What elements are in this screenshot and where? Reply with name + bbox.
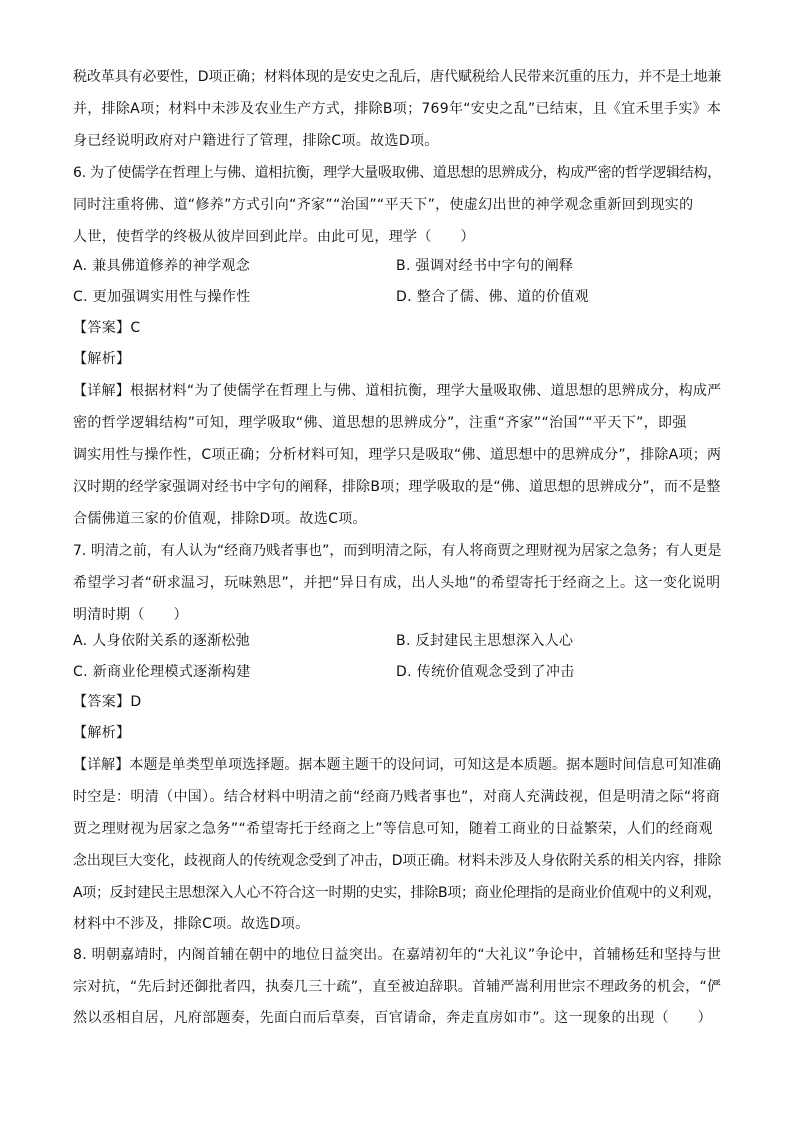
- text-line: 身已经说明政府对户籍进行了管理，排除C项。故选D项。: [73, 133, 439, 149]
- q7-option-a: A. 人身依附关系的逐渐松弛: [73, 633, 251, 649]
- q7-explanation: 时空是：明清（中国）。结合材料中明清之前“经商乃贱者事也”，对商人充满歧视，但是明清之际“将商: [73, 789, 721, 805]
- question-8-stem: 8. 明朝嘉靖时，内阁首辅在朝中的地位日益突出。在嘉靖初年的“大礼议”争论中，首辅杨廷和坚持与世: [73, 947, 722, 963]
- question-7-stem: 明清时期（ ）: [73, 607, 188, 623]
- q7-explanation: 【详解】本题是单类型单项选择题。据本题主题干的设问词，可知这是本质题。据本题时间信息可知准确: [73, 757, 722, 773]
- question-7-stem: 希望学习者“研求温习，玩味熟思”，并把“异日有成，出人头地”的希望寄托于经商之上。这一变化说明: [73, 575, 721, 591]
- q6-explanation: 【详解】根据材料“为了使儒学在哲理上与佛、道相抗衡，理学大量吸取佛、道思想的思辨成分，构成严: [73, 383, 722, 399]
- q7-answer: 【答案】D: [73, 694, 142, 710]
- question-6-stem: 人世，使哲学的终极从彼岸回到此岸。由此可见，理学（ ）: [73, 229, 475, 245]
- text-line: 税改革具有必要性，D项正确；材料体现的是安史之乱后，唐代赋税给人民带来沉重的压力，并不是土地兼: [73, 69, 722, 85]
- q7-option-c: C. 新商业伦理模式逐渐构建: [73, 664, 251, 680]
- q7-explanation: 贾之理财视为居家之急务”“希望寄托于经商之上”等信息可知，随着工商业的日益繁荣，人们的经商观: [73, 821, 713, 837]
- q6-explanation: 合儒佛道三家的价值观，排除D项。故选C项。: [73, 511, 367, 527]
- q6-explanation: 调实用性与操作性，C项正确；分析材料可知，理学只是吸取“佛、道思想中的思辨成分”，排除A项；两: [73, 447, 722, 463]
- q7-explanation: A项；反封建民主思想深入人心不符合这一时期的史实，排除B项；商业伦理指的是商业价值观中的义利观，: [73, 885, 721, 901]
- q6-answer: 【答案】C: [73, 320, 141, 336]
- q6-option-b: B. 强调对经书中字句的阐释: [396, 258, 574, 274]
- question-8-stem: 宗对抗，“先后封还御批者四，执奏几三十疏”，直至被迫辞职。首辅严嵩利用世宗不理政务的机会，“俨: [73, 979, 722, 995]
- question-6-stem: 6. 为了使儒学在哲理上与佛、道相抗衡，理学大量吸取佛、道思想的思辨成分，构成严密的哲学逻辑结构，: [73, 165, 721, 181]
- question-6-stem: 同时注重将佛、道“修养”方式引向“齐家”“治国”“平天下”，使虚幻出世的神学观念重新回到现实的: [73, 197, 694, 213]
- q7-analysis-heading: 【解析】: [73, 725, 131, 741]
- question-7-stem: 7. 明清之前，有人认为“经商乃贱者事也”，而到明清之际，有人将商贾之理财视为居家之急务；有人更是: [73, 543, 722, 559]
- q6-explanation: 密的哲学逻辑结构”可知，理学吸取“佛、道思想的思辨成分”，注重“齐家”“治国”“平天下”，即强: [73, 415, 687, 431]
- q6-option-a: A. 兼具佛道修养的神学观念: [73, 258, 251, 274]
- q6-option-c: C. 更加强调实用性与操作性: [73, 289, 251, 305]
- q7-explanation: 念出现巨大变化，歧视商人的传统观念受到了冲击，D项正确。材料未涉及人身依附关系的相关内容，排除: [73, 853, 722, 869]
- q6-explanation: 汉时期的经学家强调对经书中字句的阐释，排除B项；理学吸取的是“佛、道思想的思辨成分”，而不是整: [73, 479, 721, 495]
- q7-option-b: B. 反封建民主思想深入人心: [396, 633, 574, 649]
- q6-analysis-heading: 【解析】: [73, 351, 131, 367]
- q7-option-d: D. 传统价值观念受到了冲击: [396, 664, 575, 680]
- text-line: 并，排除A项；材料中未涉及农业生产方式，排除B项；769年“安史之乱”已结束，且《宜禾里手实》本: [73, 101, 722, 117]
- question-8-stem: 然以丞相自居，凡府部题奏，先面白而后草奏，百官请命，奔走直房如市”。这一现象的出现（ ）: [73, 1010, 712, 1026]
- q6-option-d: D. 整合了儒、佛、道的价值观: [396, 289, 589, 305]
- q7-explanation: 材料中不涉及，排除C项。故选D项。: [73, 916, 310, 932]
